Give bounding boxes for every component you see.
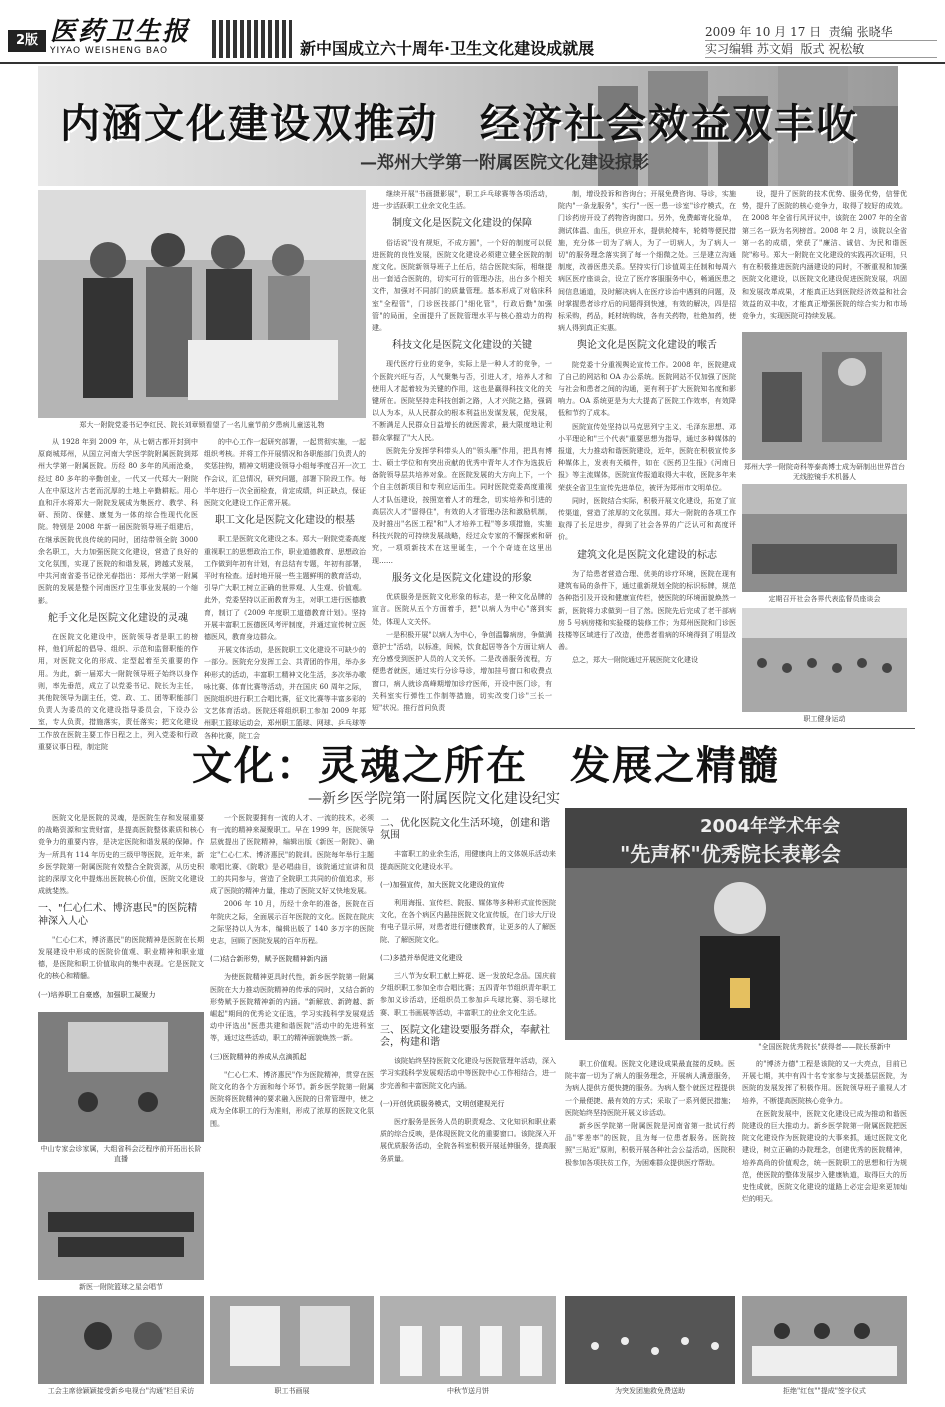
paragraph: 为了给患者营造合理、优美的诊疗环境，医院在现有建筑布局的条件下，通过重新规划全院的标识标牌，规范各种指引及开设和健康宣传栏，使医院的环境面貌焕然一新，医院将力求做到一目了然。医院先后完成了老干部病房 5 号病房楼和实验楼的装修工作；为郑州医院和门诊医技楼等区域进行了改造，使患者看病的环境得到了明显改善。 [558,569,736,652]
section2-photo-signing [742,1296,907,1384]
paragraph: 一个医院要拥有一流的人才、一流的技术，必须有一流的精神来凝聚职工。早在 1999 年，医院领导层就提出了医院精神，编辑出版《新医一附院》、确定"仁心仁术、博济惠民"的院训。医院每年举行主题歌唱比赛、《院歌》是必唱曲目，该院通过宣讲和员工的共同参与，营造了全院职工共同的价值追求，形成了医院的精神力量，推动了医院又好又快地发展。 [210,814,374,896]
tv-studio-icon [38,1012,204,1142]
paragraph: 制，增设投诉和咨询台；开展免费咨询、导诊，实施院内"一条龙服务"，实行"一医一患一诊室"诊疗模式，在门诊药房开设了药物咨询窗口。另外，免费邮寄化验单，测试体温、血压，供应开水，提供轮椅车，轮椅等便民措施，充分体一切为了病人，为了一切病人，为了病人一切"的服务理念落实到了每一个细微之处。三是建立沟通制度，改善医患关系。坚持实行门诊值周主任制和每周六病区医疗座谈会，设立了医疗客服服务中心，畅通医患之间信息通道，及时解决病人在医疗诊治中遇到的问题，及时掌握患者诊疗后的问题得到快速，有效的解决，四是招标采购，药品，耗材统购统，各有关药物，杜绝加药，使病人得到真正实惠。 [558,190,736,333]
photo-caption: 职工健身运动 [803,715,846,723]
chief-editor: 责编 张晓华 [828,25,893,39]
paragraph: 医疗服务是医务人员的职责观念、文化知识和职业素质的综合反映，是体现医院文化的重要窗口。该院深入开展优质服务活动，全院各科室积极开展延伸服务，提高服务质量。 [380,1118,556,1163]
paragraph: 职工是医院文化建设之本。郑大一附院党委高度重视职工的思想政治工作，职业道德教育、思想政治工作做到年初有计划，有总结有专题，年初有部署，平时有检查。适时地开展一些主题鲜明的教育活动，引导广大职工树立正确的世界观、人生观、价值观。此外，党委坚持以正面教育为主，对职工进行医德教育，制订了《2009 年度职工道德教育计划》。坚持开展丰富职工医德医风考评制度，并通过宣传树立医德医风，教育身边群众。 [204,535,366,642]
section2-column-4 [565,1058,735,1292]
paragraph: 三八节为女职工献上鲜花、逐一发放纪念品。国庆前夕组织职工参加全市合唱比赛；五四青年节组织青年职工参加义诊活动，还组织员工参加乒乓球比赛、羽毛球比赛、职工书画展等活动，丰富职工的业余文化生活。 [380,972,556,1017]
paragraph: 一是积极开展"以病人为中心，争创温馨病房，争做满意护士"活动，以标准，间候，饮食起居等各个方面让病人充分感受到医护人员的人文关怀。二是改善服务流程，方便患者就医，通过实行分诊导诊，增加挂号窗口和收费点窗口，病人就诊高峰期增加诊疗医师，开设中医门诊，有关科室实行弹性工作制等措施，切实改变门诊"三长一短"状况。推行首问负责 [372,630,552,712]
nurses-icon [380,1296,556,1384]
interview-icon [38,1296,204,1384]
candle-icon [565,1296,735,1384]
section1-column-2 [204,436,366,740]
section2-photo-mooncake [380,1296,556,1384]
subheading: 二、优化医院文化生活环境，创建和谐氛围 [380,818,550,842]
section2-photo-tv [38,1012,204,1142]
section1-photo-robot [742,332,907,460]
exercise-crowd-icon [742,608,907,712]
paragraph: 新乡医学院第一附属医院是河南省第一批试行药品"零差率"的医院，且为每一位患者服务。医院按照"三贴近"原则，积极开展各种社会公益活动，医院积极参加各项扶贫工作，为困难群众提供医疗帮助。 [565,1122,735,1167]
section2-column-2 [210,812,374,1292]
subheading: 三、医院文化建设要服务群众，奉献社会，构建和谐 [380,1024,550,1049]
logo-chinese: 医药卫生报 [50,17,191,47]
paragraph: 为使医院精神更具时代性，新乡医学院第一附属医院在大力推动医院精神的传承的同时，又结合新的形势赋予医院精神新的内涵。"新解放、新跨越、新崛起"期间的优秀论文征选，学习实践科学发展观活动中评选出"医患共建和谐医院"活动中的先进科室等，通过这些活动，职工的精神面貌焕然一新。 [210,973,374,1043]
photo-caption: 中秋节送月饼 [447,1387,489,1395]
subheading: (二)结合新形势，赋予医院精神新内涵 [210,955,328,964]
paragraph: 总之，郑大一附院通过开展医院文化建设 [572,656,698,665]
section1-subheadline: —郑州大学第一附属医院文化建设掠影 [360,153,649,173]
section1-column-5 [742,188,907,328]
paragraph: 的中心工作一起研究部署，一起贯彻实施，一起组织考核。并将工作开展情况和各职能部门负责人的奖惩挂钩，精神文明建设领导小组每季度召开一次工作会议，汇总情况，研究问题，部署下阶段工作。每半年进行一次全面检查，肯定成绩，纠正缺点，保证医院文化建设工作正常开展。 [204,438,366,508]
subheading: (一)开创优质服务模式，文明创建视光行 [380,1099,505,1108]
section2-subheadline: —新乡医学院第一附属医院文化建设纪实 [308,791,560,807]
paragraph: 在医院文化建设中，医院领导者是职工的榜样，他们所起的倡导、组织、示范和监督职能的作用，对医院文化的形成、定型起着至关重要的作用。为此，新一届郑大一附院领导班子始终以身作则，率先垂范，成立了以党委书记、院长为主任，其他院领导为副主任，党、政、工、团等职能部门负责人为委员的文化建设指导委员会，下设办公室，专人负责，措施落实，责任落实；把文化建设工作放在医院主要工作日程之上，列入党委和行政重要议事日程，制定院 [38,633,198,751]
subheading: 服务文化是医院文化建设的形象 [392,572,532,584]
barcode-stripes [212,20,292,58]
section1-column-4 [558,188,736,726]
section1-photo-fitness [742,608,907,712]
section2-headline: 文化：灵魂之所在 发展之精髓 [192,743,780,789]
subheading: 职工文化是医院文化建设的根基 [215,515,355,527]
section2-photo-rescue [565,1296,735,1384]
award-banner-line2: "先声杯"优秀院长表彰会 [620,842,841,866]
issue-date: 2009 年 10 月 17 日 [705,25,822,39]
photo-caption: 中山专家会诊家属，大组省科会泛程序前开拓出长阶直播 [40,1145,202,1163]
section1-photo-visit [38,190,366,418]
subheading: 一、"仁心仁术、博济惠民"的医院精神深入人心 [38,903,198,927]
section2-photo-art [210,1296,374,1384]
people-group-icon [38,190,366,418]
page-banner: 新中国成立六十周年·卫生文化建设成就展 [300,39,595,58]
photo-caption: 为突发团施救免费送助 [615,1387,685,1395]
photo-caption: 郑大一附院党委书记李红民、院长刘章锁看望了一名儿童节前夕患病儿童送礼物 [79,421,325,429]
paragraph: 该院始终坚持医院文化建设与医院管理年活动，深入学习实践科学发展观活动中等医院中心工作相结合，进一步完善和丰富医院文化内涵。 [380,1057,556,1090]
choir-group-icon [38,1172,204,1280]
subheading: 舆论文化是医院文化建设的喉舌 [577,340,717,352]
intern-editor: 实习编辑 苏文娟 [705,42,793,56]
subheading: 舵手文化是医院文化建设的灵魂 [48,612,188,624]
section1-column-3 [372,188,552,726]
photo-caption: 定期召开社会各界代表监督员座谈会 [768,595,881,603]
paragraph: 医院文化是医院的灵魂，是医院生存和发展重要的战略资源和宝贵财富，是提高医院整体素质和核心竞争力的重要内容，是决定医院和谐发展的保障。作为一所具有 114 年历史的三级甲等医院，近年来，新乡医学院第一附属医院有效整合全院资源，从历史积淀的深厚文化中提炼出医院核心价值，医院文化建设成就斐然。 [38,814,204,896]
paragraph: 职工价值观。医院文化建设成果最直接的反映。医院丰富一切为了病人的服务理念，开展病人满意服务，为病人提供方便快捷的服务。为病人整个就医过程提供一个最便捷、最有效的方式；采取了一系列便民措施；医院始终坚持医院开展义诊活动。 [565,1060,735,1117]
photo-caption: 郑州大学一附院奇科等泰高博士成为研制出世界首台无线腔镜手术机器人 [744,463,905,481]
paragraph: 优质服务是医院文化形象的标志，是一种文化品牌的宣言。医院从五个方面着手，把"以病人为中心"落到实处，体现人文关怀。 [372,593,552,626]
section2-column-5 [742,1058,907,1292]
photo-caption: 工会主席徐颖颖接受新乡电视台"沟通"栏目采访 [47,1387,195,1395]
photo-caption: "全国医院优秀院长"获得者——院长蔡新中 [758,1043,891,1051]
subheading: 制度文化是医院文化建设的保障 [392,218,532,230]
paragraph: 继续开展"书画摄影展"，职工乒乓球赛等各项活动，进一步活跃职工业余文化生活。 [372,190,552,211]
paragraph: 同时，医院结合实际，积极开展文化建设，拓宽了宣传渠道，营造了浓厚的文化氛围。郑大一附院的各项工作取得了长足进步，得到了社会各界的广泛认可和高度评价。 [558,496,736,542]
conference-room-icon [742,484,907,592]
photo-caption: 新医一附院篮球之星会唱节 [79,1283,163,1291]
newspaper-logo [50,18,210,58]
section1-photo-meeting [742,484,907,592]
paragraph: 的"博济力德"工程是该院的又一大亮点，目前已开展七期，其中有四十名专家参与支援基层医院，为医院的发展发挥了积极作用。医院领导班子重视人才培养，不断提高医院核心竞争力。 [742,1060,907,1105]
subheading: (一)培养职工自豪感，加强职工凝聚力 [38,990,156,999]
surgical-robot-icon [742,332,907,460]
masthead [0,0,945,64]
section2-photo-choir [38,1172,204,1280]
paragraph: 在医院发展中，医院文化建设已成为推动和谐医院建设的巨大推动力。新乡医学院第一附属医院把医院文化建设作为医院建设的大事来抓，通过医院文化建设，树立正确的办院理念，创建优秀的医院精神，培养高尚的价值观念，统一医院职工的思想和行为规范，使医院的整体发展步入健康轨道，取得巨大的历史性成就，医院文化建设的道路上必定会迎来更加灿烂的明天。 [742,1109,907,1204]
paragraph: 俗话说"没有规矩，不成方圆"，一个好的制度可以促进医院的良性发展，医院文化建设必须建立健全医院的制度文化。医院新领导班子上任后，结合医院实际，相继提出一套适合医院的，切实可行的管理办法，出台多个相关文件，加强对不同部门的质量管理。基本形成了对临床科室"全程管"，门诊医技部门"细化管"，行政后勤"加强管"的局面，全面提升了医院管理水平与核心推动力的构建。 [372,238,552,333]
subheading: 建筑文化是医院文化建设的标志 [577,549,717,561]
paragraph: 开展文体活动，是医院职工文化建设不可缺少的一部分。医院充分发挥工会、共青团的作用，举办多种形式的活动，丰富职工精神文化生活，多次举办歌咏比赛、体育比赛等活动，并在国庆 60 周年之际，医院组织进行职工合唱比赛，征文比赛等丰富多彩的文艺体育活动。医院还将组织职工参加 2009 年郑州职工篮球运动会，郑州职工篮球、网球、乒乓球等各种比赛，院工会 [204,646,366,740]
paragraph: 2006 年 10 月，历经十余年的准备，医院在百年院庆之际，全面展示百年医院的文化。医院在院庆之际坚持以人为本，编辑出版了 140 多万字的医院史志，回顾了医院发展的百年历程。 [210,900,374,946]
paragraph: 设，提升了医院的技术优势、服务优势，信誉优势，提升了医院的核心竞争力，取得了较好的成效。在 2008 年全省行风评议中，该院在 2007 年的全省第三名一跃为名列榜首。2008 年 2 月，该院以全省第一名的成绩，荣获了"廉洁、诚信、为民和谐医院"称号。郑大一附院在文化建设的实践再次证明，只有在积极推进医院内涵建设的同时，不断重视和加强医院文化建设，以医院文化建设促进医院发展，巩固和发展改革成果，才能真正达到医院经济效益和社会效益的双丰收，才能真正增强医院的综合实力和市场竞争力，实现医院可持续发展。 [742,190,907,321]
photo-caption: 拒绝"红包""提成"签字仪式 [783,1387,866,1395]
paragraph: 院党委十分重视舆论宣传工作。2008 年，医院建成了自己的网站和 OA 办公系统。医院网站不仅加强了医院与社会和患者之间的沟通，更有利于扩大医院知名度和影响力。OA 系统更是为大大提高了医院工作效率，有效降低和节约了成本。 [558,360,736,418]
paragraph: "仁心仁术，博济惠民"的医院精神是医院在长期发展建设中形成的医院价值观、职业精神和职业道德，是医院和职工价值取向的集中表现。它是医院文化的核心和精髓。 [38,935,204,981]
section1-headline: 内涵文化建设双推动 经济社会效益双丰收 [60,101,858,147]
edition-meta [705,24,937,58]
paragraph: 从 1928 年到 2009 年，从七朝古都开封到中原商城郑州，从国立河南大学医学院附属医院到郑州大学第一附属医院。历经 80 多年的风雨沧桑，经过 80 多年的辛勤创业，一代又一代郑大一附院人在中原这片古老而沉厚的土地上辛勤耕耘。用心血和汗水将郑大一附院发展成为集医疗、教学、科研、预防、保健、康复为一体的综合性现代化医院。特别是 2008 年新一届医院领导班子组建后，在继承医院优良传统的同时，团结带领全院 3000 余名职工，大力加强医院文化建设，营造了良好的文化氛围，实现了医院的和谐发展，跨越式发展，中共河南省委书记徐光春指出：郑州大学第一附属医院的发展是整个河南医疗卫生事业发展的一个缩影。 [38,438,198,605]
award-banner-line1: 2004年学术年会 [700,816,841,837]
section1-column-1 [38,436,198,751]
paragraph: 丰富职工的业余生活，用健康向上的文体娱乐活动来提高医院文化建设水平。 [380,850,556,871]
photo-caption: 职工书画展 [274,1387,310,1395]
signing-ceremony-icon [742,1296,907,1384]
subheading: (一)加强宣传，加大医院文化建设的宣传 [380,880,505,889]
subheading: 科技文化是医院文化建设的关键 [392,340,532,352]
section-divider [30,728,915,729]
paragraph: "仁心仁术、博济惠民"作为医院精神，贯穿在医院文化的各个方面和每个环节。新乡医学院第一附属医院将医院精神的要求融入医院的日常管理中，使之成为全体职工的行为准则，形成了浓厚的医院文化氛围。 [210,1070,374,1128]
section2-photo-interview [38,1296,204,1384]
subheading: (二)多措并举促进文化建设 [380,953,463,962]
layout-designer: 版式 祝松敏 [800,42,865,56]
art-exhibit-icon [210,1296,374,1384]
paragraph: 现代医疗行业的竞争，实际上是一种人才的竞争，一个医院兴旺与否，人气聚集与否，引进人才，培养人才和使用人才起着较为关键的作用，这也是赢得科技文化的关键所在。医院坚持走科技创新之路，人才兴院之路，强调以人为本，从人民群众的根本利益出发谋发展，促发展，不断满足人民群众日益增长的就医需求，最大限度地让利群众掌握了"大人民。 [372,360,552,442]
page-number: 2版 [8,30,46,52]
paragraph: 利用海报、宣传栏、院报、媒体等多种形式宣传医院文化，在各个病区内悬挂医院文化宣传版，在门诊大厅设有电子显示屏，对患者进行健康教育，让更多的人了解医院、了解医院文化。 [380,899,556,944]
paragraph: 医院宣传处坚持以马克思列宁主义、毛泽东思想、邓小平理论和"三个代表"重要思想为指导，通过多种媒体的报道，大力推动和谐医院建设，近年，医院在积极宣传多种媒体上，发表有关稿件，如在《医药卫生报》《河南日报》等主流媒体，医院宣传报道取得大丰收，医院多年来荣获全省卫生宣传先进单位，被评为郑州市文明单位。 [558,422,736,492]
section2-column-3 [380,812,556,1292]
subheading: (三)医院精神的养成从点滴抓起 [210,1052,307,1061]
section2-column-1 [38,812,204,1010]
logo-pinyin: YIYAO WEISHENG BAO [50,46,169,56]
paragraph: 医院先分发挥学科带头人的"领头雁"作用，把具有博士、硕士学位和有突出贡献的优秀中青年人才作为选拔后备院领导层共培养对象。在医院发展的大方向上下，一个个自主创新项目和专利应运而生。同时医院党委高度重视人才队伍建设，按照宽着人才的理念，切实培养和引进的高层次人才"留得住"，有效的人才管理办法和激励机制，及时推出"名医工程"和"人才培养工程"等多项措施，实施科技兴院的可持续发展战略，经过众专家的不懈探索和研究，一项项新技术在这里诞生，一个个奇迹在这里出现…… [372,446,552,565]
